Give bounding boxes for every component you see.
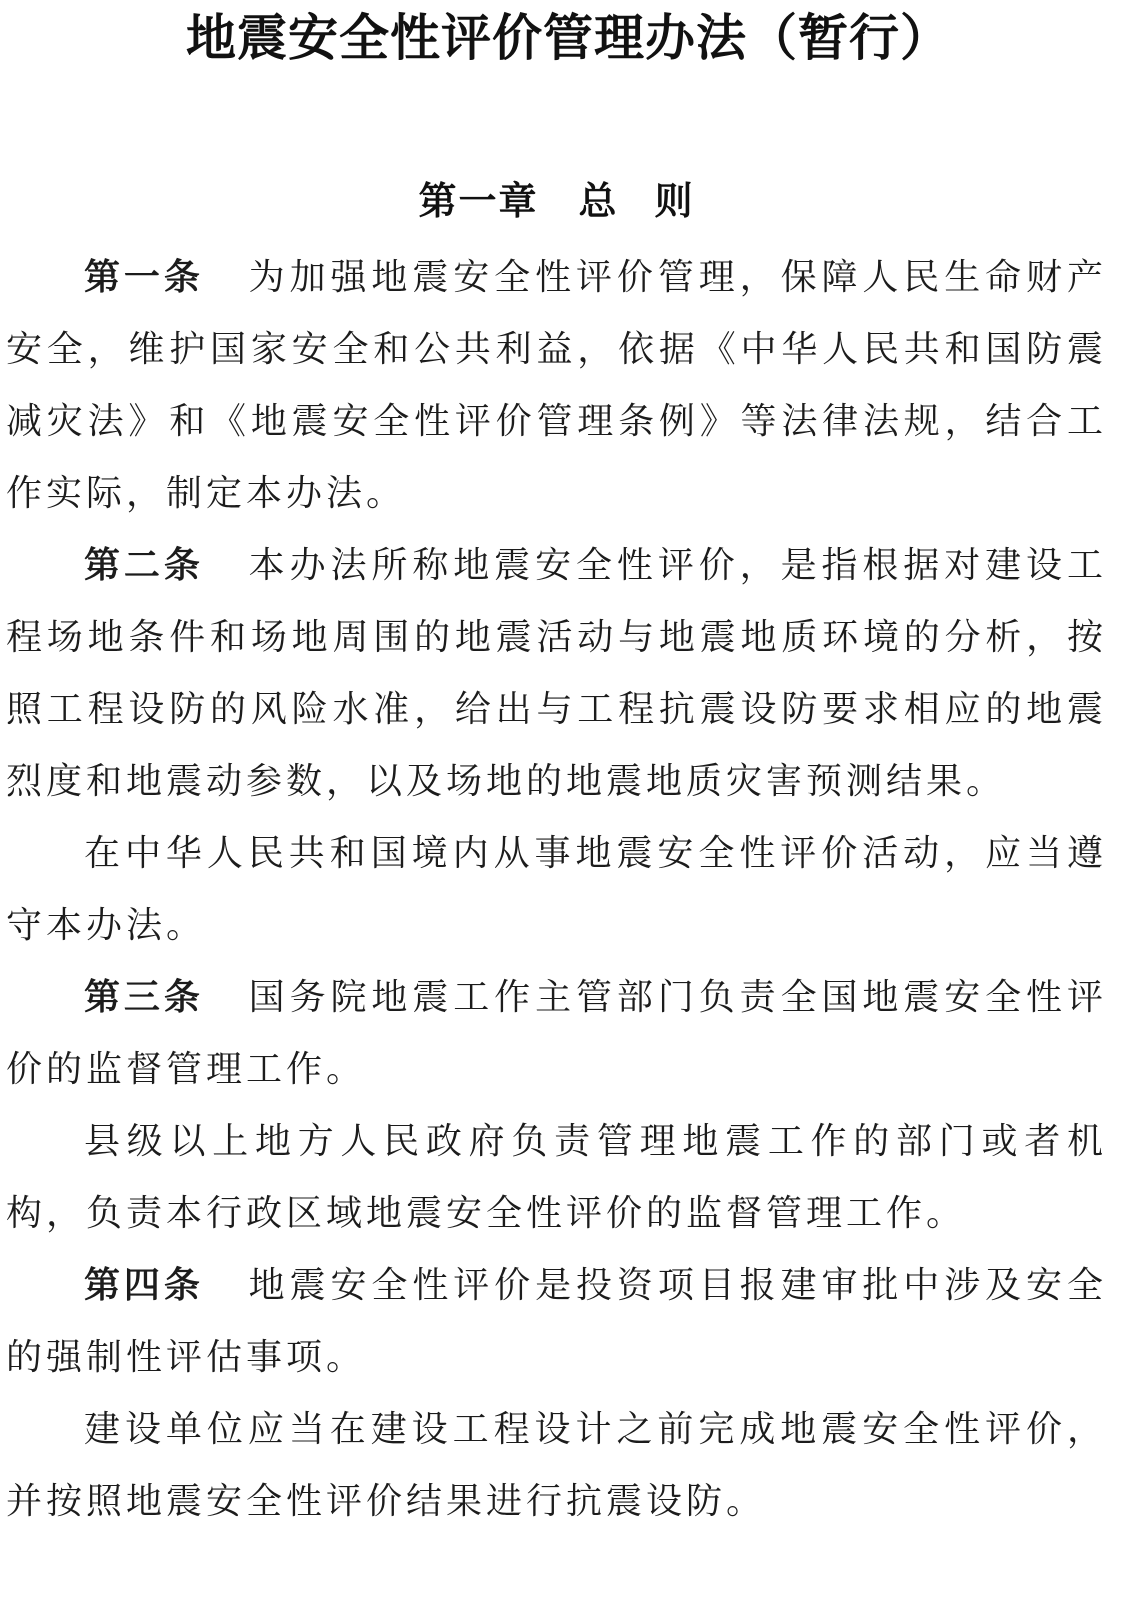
- paragraph-text: 为加强地震安全性评价管理，保障人民生命财产安全，维护国家安全和公共利益，依据《中华人民共和国防震减灾法》和《地震安全性评价管理条例》等法律法规，结合工作实际，制定本办法。: [6, 257, 1107, 514]
- chapter-heading: [6, 176, 1107, 226]
- paragraph: [6, 1106, 1107, 1250]
- document-body: [6, 242, 1107, 1538]
- chapter-name-part1: 总: [578, 179, 619, 223]
- article-paragraph: [6, 242, 1107, 530]
- chapter-name-part2: 则: [654, 179, 695, 223]
- chapter-number: 第一章: [418, 179, 539, 223]
- paragraph-text: 地震安全性评价是投资项目报建审批中涉及安全的强制性评估事项。: [6, 1265, 1107, 1378]
- article-paragraph: [6, 962, 1107, 1106]
- document-title: 地震安全性评价管理办法（暂行）: [186, 9, 951, 67]
- article-paragraph: [6, 1250, 1107, 1394]
- article-label: 第一条: [84, 257, 204, 298]
- paragraph-text: 在中华人民共和国境内从事地震安全性评价活动，应当遵守本办法。: [6, 833, 1107, 946]
- article-label: 第三条: [84, 977, 204, 1018]
- paragraph: [6, 818, 1107, 962]
- paragraph: [6, 1394, 1107, 1538]
- paragraph-text: 国务院地震工作主管部门负责全国地震安全性评价的监督管理工作。: [6, 977, 1107, 1090]
- article-paragraph: [6, 530, 1107, 818]
- article-label: 第二条: [84, 545, 204, 586]
- paragraph-text: 县级以上地方人民政府负责管理地震工作的部门或者机构，负责本行政区域地震安全性评价的监督管理工作。: [6, 1121, 1107, 1234]
- article-label: 第四条: [84, 1265, 204, 1306]
- paragraph-text: 本办法所称地震安全性评价，是指根据对建设工程场地条件和场地周围的地震活动与地震地质环境的分析，按照工程设防的风险水准，给出与工程抗震设防要求相应的地震烈度和地震动参数，以及场地的地震地质灾害预测结果。: [6, 545, 1107, 802]
- paragraph-text: 建设单位应当在建设工程设计之前完成地震安全性评价，并按照地震安全性评价结果进行抗震设防。: [6, 1409, 1107, 1522]
